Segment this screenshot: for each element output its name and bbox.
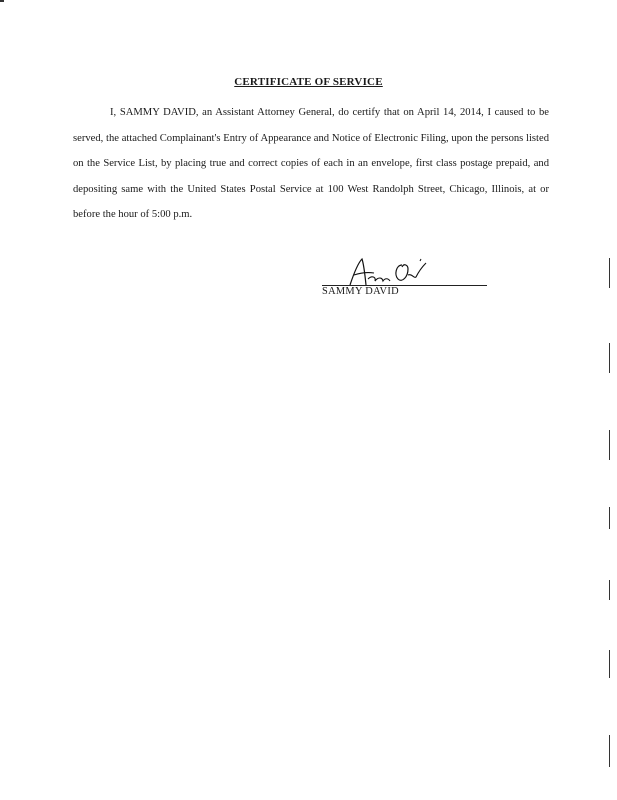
scan-margin-mark	[609, 650, 610, 678]
scan-margin-mark	[609, 735, 610, 767]
signer-name: SAMMY DAVID	[322, 286, 399, 297]
certificate-body: I, SAMMY DAVID, an Assistant Attorney General, do certify that on April 14, 2014, I caused to be served, the attached Complainant's Entry of Appearance and Notice of Electronic Filing, upon the persons listed on the Service List, by placing true and correct copies of each in an envelope, first class postage prepaid, and depositing same with the United States Postal Service at 100 West Randolph Street, Chicago, Illinois, at or before the hour of 5:00 p.m.	[73, 107, 549, 220]
document-title: CERTIFICATE OF SERVICE	[234, 76, 383, 88]
scan-margin-mark	[609, 580, 610, 600]
scan-margin-mark	[609, 343, 610, 373]
scan-artifact	[0, 0, 4, 2]
scan-margin-mark	[609, 258, 610, 288]
scan-margin-mark	[609, 507, 610, 529]
signature-block	[322, 255, 492, 305]
scan-margin-mark	[609, 430, 610, 460]
